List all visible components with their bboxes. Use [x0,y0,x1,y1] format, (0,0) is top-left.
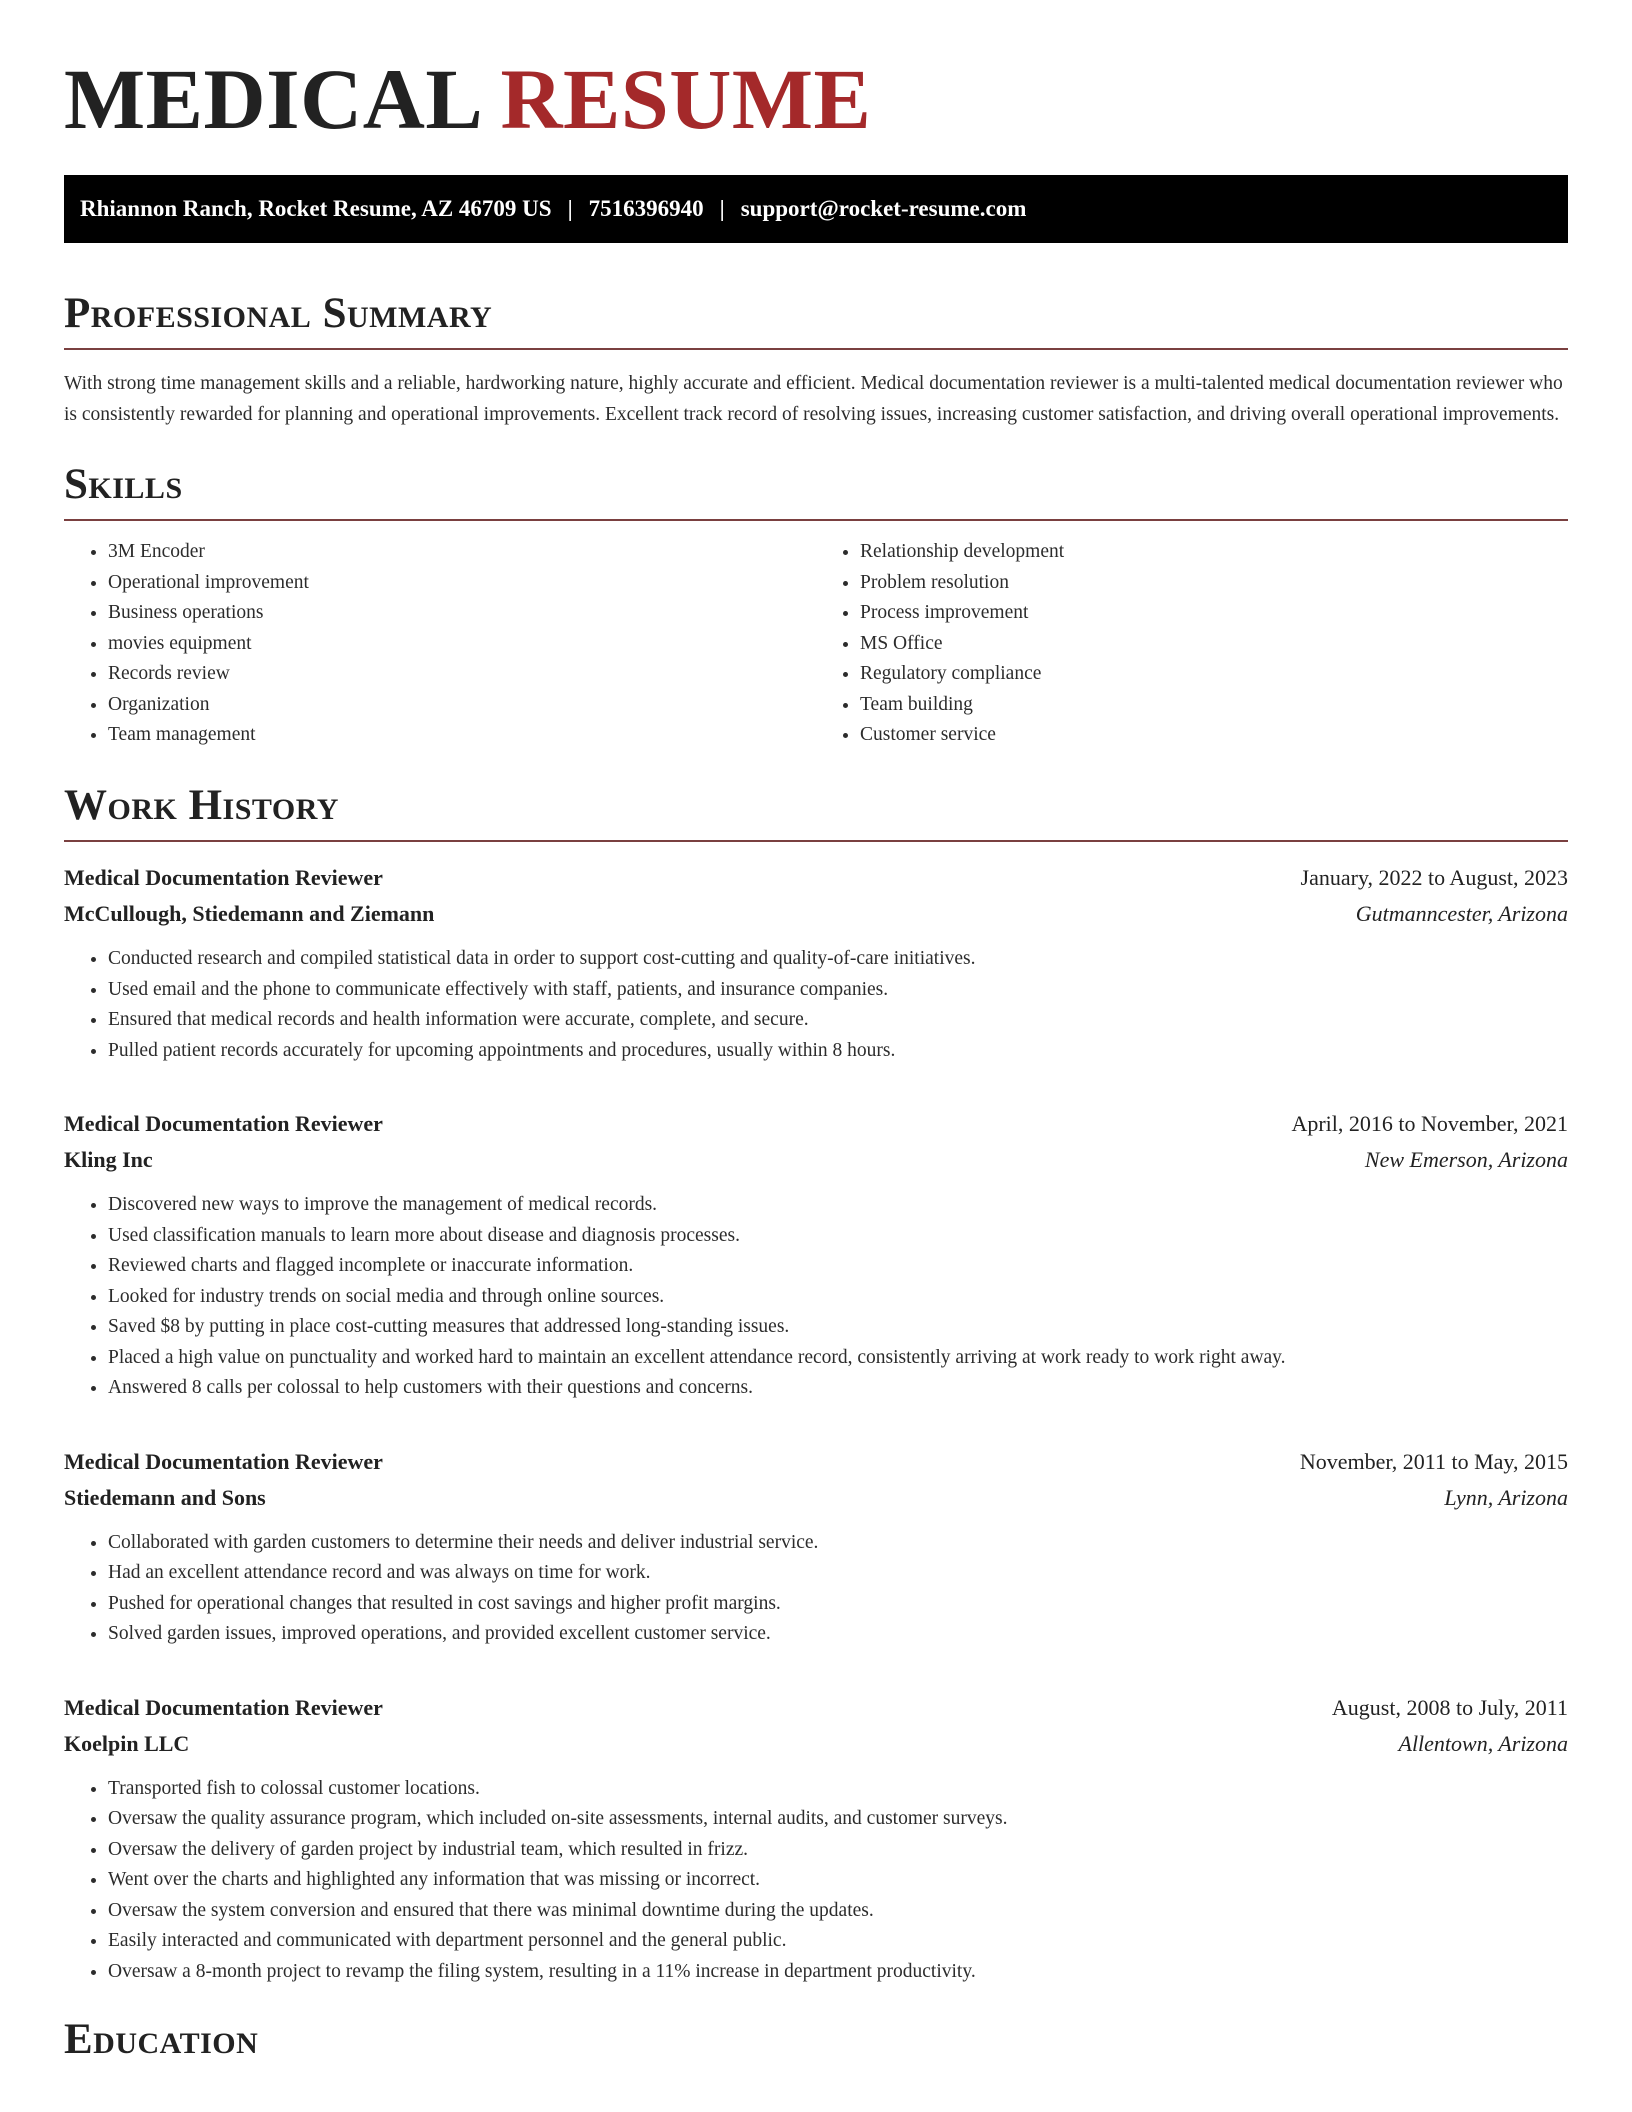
summary-section [64,289,1568,430]
job-bullet: • Easily interacted and communicated with department personnel and the general public. [108,1926,1568,1957]
skill-item: • Relationship development [860,537,1568,568]
skills-column-right [816,537,1568,751]
skills-section [64,460,1568,751]
contact-separator: | [567,195,573,221]
title-resume: RESUME [500,51,872,147]
job-entry [64,860,1568,1066]
job-dates: November, 2011 to May, 2015 [1299,1448,1568,1474]
education-heading: Education [64,2016,259,2064]
job-bullet: • Reviewed charts and flagged incomplete or inaccurate information. [108,1251,1568,1282]
job-bullet: • Oversaw the system conversion and ensured that there was minimal downtime during the updates. [108,1896,1568,1927]
job-company: Kling Inc [64,1147,153,1173]
job-company-row [64,1142,1568,1178]
work-history-heading: Work History [64,781,1568,842]
contact-bar [64,175,1568,243]
skill-item: • Process improvement [860,598,1568,629]
job-location: New Emerson, Arizona [1364,1147,1568,1173]
skill-item: • MS Office [860,629,1568,660]
job-entry [64,1106,1568,1404]
skills-heading: Skills [64,460,1568,521]
job-bullet: • Oversaw the quality assurance program, which included on-site assessments, internal audits, and customer surveys. [108,1804,1568,1835]
summary-heading: Professional Summary [64,289,1568,350]
job-title: Medical Documentation Reviewer [64,1694,383,1720]
job-bullet: • Used email and the phone to communicate effectively with staff, patients, and insurance companies. [108,975,1568,1006]
contact-separator: | [719,195,725,221]
job-title: Medical Documentation Reviewer [64,865,383,891]
skill-item: • Operational improvement [108,568,816,599]
job-bullets [64,1774,1568,1988]
job-bullet: • Pushed for operational changes that resulted in cost savings and higher profit margins. [108,1589,1568,1620]
job-entry [64,1444,1568,1650]
job-bullet: • Pulled patient records accurately for upcoming appointments and procedures, usually within 8 hours. [108,1036,1568,1067]
job-bullet: • Used classification manuals to learn more about disease and diagnosis processes. [108,1221,1568,1252]
job-bullets [64,944,1568,1066]
job-company-row [64,1726,1568,1762]
job-bullets [64,1190,1568,1404]
contact-address: Rhiannon Ranch, Rocket Resume, AZ 46709 US [80,195,552,221]
job-entry [64,1690,1568,1988]
skill-item: • Problem resolution [860,568,1568,599]
job-bullet: • Saved $8 by putting in place cost-cutting measures that addressed long-standing issues. [108,1312,1568,1343]
job-bullets [64,1528,1568,1650]
education-section [64,2015,1568,2074]
job-bullet: • Conducted research and compiled statistical data in order to support cost-cutting and quality-of-care initiatives. [108,944,1568,975]
skill-item: • Organization [108,690,816,721]
job-location: Gutmanncester, Arizona [1355,901,1568,927]
work-history-section [64,781,1568,1987]
job-dates: January, 2022 to August, 2023 [1300,865,1568,891]
skill-item: • Customer service [860,720,1568,751]
skill-item: • Team management [108,720,816,751]
job-bullet: • Collaborated with garden customers to determine their needs and deliver industrial service. [108,1528,1568,1559]
job-company: Koelpin LLC [64,1730,190,1756]
contact-phone: 7516396940 [588,195,704,221]
skill-item: • Regulatory compliance [860,659,1568,690]
job-bullet: • Placed a high value on punctuality and worked hard to maintain an excellent attendance record, consistently arriving at work ready to work right away. [108,1343,1568,1374]
job-header-row [64,1106,1568,1142]
job-header-row [64,860,1568,896]
skill-item: • Business operations [108,598,816,629]
job-header-row [64,1690,1568,1726]
skill-item: • movies equipment [108,629,816,660]
job-location: Allentown, Arizona [1398,1730,1568,1756]
job-header-row [64,1444,1568,1480]
skill-item: • Records review [108,659,816,690]
job-dates: August, 2008 to July, 2011 [1331,1694,1568,1720]
job-title: Medical Documentation Reviewer [64,1111,383,1137]
job-bullet: • Looked for industry trends on social media and through online sources. [108,1282,1568,1313]
job-company-row [64,1480,1568,1516]
skills-column-left [64,537,816,751]
job-location: Lynn, Arizona [1444,1484,1568,1510]
job-bullet: • Went over the charts and highlighted any information that was missing or incorrect. [108,1865,1568,1896]
job-bullet: • Answered 8 calls per colossal to help customers with their questions and concerns. [108,1373,1568,1404]
job-bullet: • Discovered new ways to improve the management of medical records. [108,1190,1568,1221]
job-title: Medical Documentation Reviewer [64,1448,383,1474]
job-bullet: • Had an excellent attendance record and was always on time for work. [108,1558,1568,1589]
resume-title [64,0,1568,147]
job-bullet: • Transported fish to colossal customer locations. [108,1774,1568,1805]
job-dates: April, 2016 to November, 2021 [1291,1111,1568,1137]
job-company: Stiedemann and Sons [64,1484,266,1510]
job-company-row [64,896,1568,932]
job-bullet: • Solved garden issues, improved operations, and provided excellent customer service. [108,1619,1568,1650]
contact-email: support@rocket-resume.com [740,195,1027,221]
skill-item: • Team building [860,690,1568,721]
job-bullet: • Oversaw a 8-month project to revamp the filing system, resulting in a 11% increase in department productivity. [108,1957,1568,1988]
job-bullet: • Ensured that medical records and health information were accurate, complete, and secure. [108,1005,1568,1036]
title-medical: MEDICAL [64,51,479,147]
job-bullet: • Oversaw the delivery of garden project by industrial team, which resulted in frizz. [108,1835,1568,1866]
summary-text: With strong time management skills and a reliable, hardworking nature, highly accurate and efficient. Medical documentation reviewer is a multi-talented medical documentation reviewer who is consistently rewarded for planning and operational improvements. Excellent track record of resolving issues, increasing customer satisfaction, and driving overall operational improvements. [64,373,1563,426]
job-company: McCullough, Stiedemann and Ziemann [64,901,435,927]
skills-grid [64,537,1568,751]
skill-item: • 3M Encoder [108,537,816,568]
